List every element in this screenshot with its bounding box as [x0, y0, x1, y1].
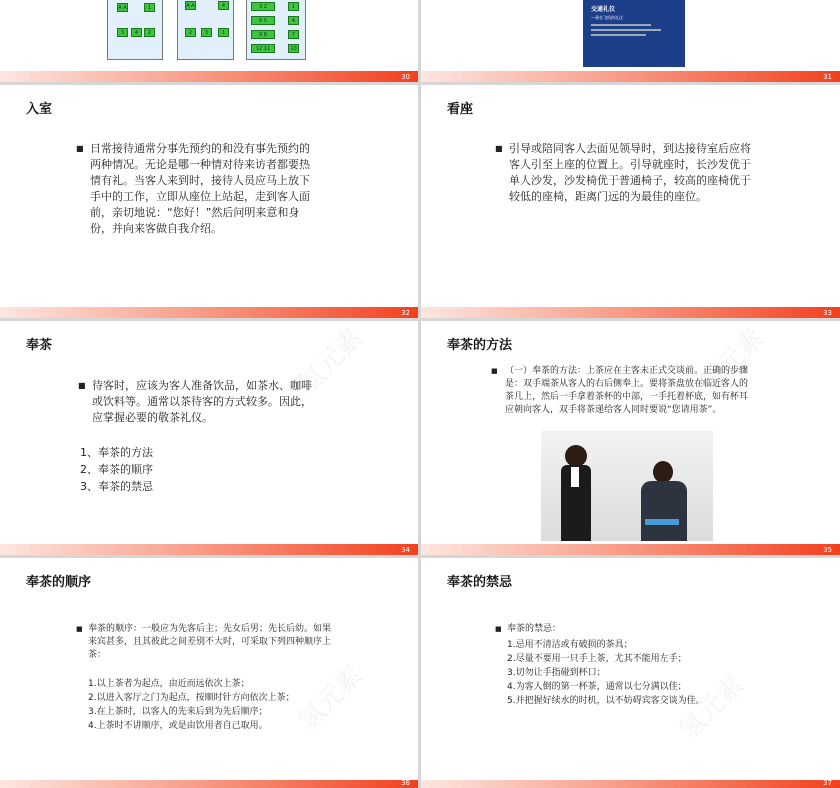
seating-room-a — [107, 0, 163, 60]
slide-footer-bar — [421, 307, 840, 318]
slide-title: 奉茶 — [26, 338, 53, 353]
slide-body — [491, 365, 751, 417]
slide-text: 奉茶的禁忌： — [507, 624, 562, 634]
slide-thumbnail-32[interactable] — [0, 85, 418, 318]
list-item: 2.尽量不要用一只手上茶，尤其不能用左手； — [507, 654, 687, 664]
list-item: 1.以上茶者为起点，由近而远依次上茶； — [88, 679, 250, 689]
slide-number: 37 — [823, 779, 832, 787]
list-item: 2、奉茶的顺序 — [80, 463, 153, 476]
seat: 4 — [218, 1, 229, 10]
bullet-icon: ■ — [495, 144, 503, 153]
list-item: 3.切勿让手指碰到杯口； — [507, 668, 606, 678]
slide-thumbnail-35[interactable] — [421, 321, 840, 555]
bullet-icon: ■ — [76, 144, 84, 153]
slide-title: 看座 — [447, 102, 474, 117]
watermark: 氢元素 — [292, 660, 369, 737]
slide-title: 奉茶的方法 — [447, 338, 513, 353]
bullet-icon: ■ — [76, 625, 83, 633]
list-item: 5.并把握好续水的时机，以不妨碍宾客交谈为佳。 — [507, 696, 705, 706]
seat: 1 — [218, 28, 229, 37]
list-item: 3.在上茶时，以客人的先来后到为先后顺序； — [88, 707, 268, 717]
slide-thumbnail-31[interactable] — [421, 0, 840, 82]
slide-body — [78, 378, 316, 426]
slide-footer-bar — [0, 307, 418, 318]
slide-body — [76, 623, 336, 662]
slide-thumbnail-34[interactable] — [0, 321, 418, 555]
bullet-icon: ■ — [495, 625, 502, 633]
slide-body — [495, 141, 759, 205]
watermark: 氢元素 — [673, 670, 750, 747]
seat: 3 — [201, 28, 212, 37]
seat: 4 — [288, 16, 299, 25]
seat: 9 8 — [251, 30, 275, 39]
seat: 3 — [117, 28, 128, 37]
slide-title: 奉茶的禁忌 — [447, 575, 513, 590]
bullet-icon: ■ — [78, 381, 86, 390]
slide-number: 30 — [401, 73, 410, 81]
list-item: 1、奉茶的方法 — [80, 446, 153, 459]
seat: 1 — [288, 2, 299, 11]
slide-footer-bar — [0, 71, 418, 82]
slide-body — [495, 623, 755, 636]
watermark: 氢元素 — [693, 323, 770, 400]
slide-number: 34 — [401, 546, 410, 554]
seating-room-b — [177, 0, 234, 60]
tea-serving-photo — [541, 431, 713, 541]
list-item: 3、奉茶的禁忌 — [80, 480, 153, 493]
seat: A A — [118, 5, 127, 11]
slide-thumbnail-36[interactable] — [0, 558, 418, 788]
slide-footer-bar — [421, 71, 840, 82]
seat: 2 — [144, 28, 155, 37]
taboo-list — [507, 638, 705, 708]
watermark: 氢元素 — [292, 323, 369, 400]
slide-footer-bar — [0, 544, 418, 555]
slide-text: 引导或陪同客人去面见领导时，到达接待室后应将客人引至上座的位置上。引导就座时，长沙发优于单人沙发，沙发椅优于普通椅子，较高的座椅优于较低的座椅，距离门远的为最佳的座位。 — [509, 142, 751, 203]
slide-number: 36 — [401, 779, 410, 787]
slide-thumbnail-37[interactable] — [421, 558, 840, 788]
seat: 7 — [288, 30, 299, 39]
panel-title: 交通礼仪 — [591, 6, 616, 13]
list-item: 1.忌用不清洁或有破损的茶具； — [507, 640, 633, 650]
seating-room-c — [246, 0, 306, 60]
seat: 2 — [185, 28, 196, 37]
seat: 4 — [131, 28, 142, 37]
slide-thumbnail-30[interactable] — [0, 0, 418, 82]
slide-footer-bar — [421, 780, 840, 788]
list-item: 4.为客人倒的第一杯茶，通常以七分满以佳； — [507, 682, 687, 692]
slide-footer-bar — [421, 544, 840, 555]
slide-text: 奉茶的顺序：一般应为先客后主；先女后男；先长后幼。如果来宾甚多，且其彼此之间差别不大时，可采取下列四种顺序上茶： — [88, 624, 332, 660]
slide-title: 入室 — [26, 102, 53, 117]
panel-subtitle: —乘坐飞机的礼仪 — [591, 15, 623, 20]
slide-image-blue-panel — [583, 0, 685, 67]
seat: 3 2 — [251, 2, 275, 11]
list-item: 2.以进入客厅之门为起点，按顺时针方向依次上茶； — [88, 693, 295, 703]
slide-number: 31 — [823, 73, 832, 81]
seat: 1 — [144, 3, 155, 12]
slide-number: 32 — [401, 309, 410, 317]
slide-text: （一）奉茶的方法：上茶应在主客未正式交谈前。正确的步骤是：双手端茶从客人的右后侧奉上。要将茶盘放在临近客人的茶几上，然后一手拿着茶杯的中部，一手托着杯底，如有杯耳应朝向客人，双手将茶递给客人同时要说“您请用茶”。 — [505, 366, 749, 415]
slide-text: 待客时，应该为客人准备饮品，如茶水、咖啡或饮料等。通常以茶待客的方式较多。因此，应掌握必要的敬茶礼仪。 — [92, 379, 312, 424]
seat: A A — [186, 3, 195, 9]
slide-number: 33 — [823, 309, 832, 317]
slide-title: 奉茶的顺序 — [26, 575, 92, 590]
slide-number: 35 — [823, 546, 832, 554]
seat: 12 11 — [251, 44, 275, 53]
topic-list — [80, 444, 153, 495]
order-list — [88, 677, 295, 733]
slide-text: 日常接待通常分事先预约的和没有事先预约的两种情况。无论是哪一种情对待来访者都要热情有礼。当客人来到时，接待人员应马上放下手中的工作，立即从座位上站起，走到客人面前，亲切地说：“您好！”然后问明来意和身份，并向来客做自我介绍。 — [90, 142, 310, 235]
slide-footer-bar — [0, 780, 418, 788]
seat: 10 — [288, 44, 299, 53]
seat: 6 5 — [251, 16, 275, 25]
list-item: 4.上茶时不讲顺序，或是由饮用者自己取用。 — [88, 721, 268, 731]
slide-thumbnail-33[interactable] — [421, 85, 840, 318]
slide-body — [76, 141, 316, 237]
bullet-icon: ■ — [491, 367, 498, 375]
